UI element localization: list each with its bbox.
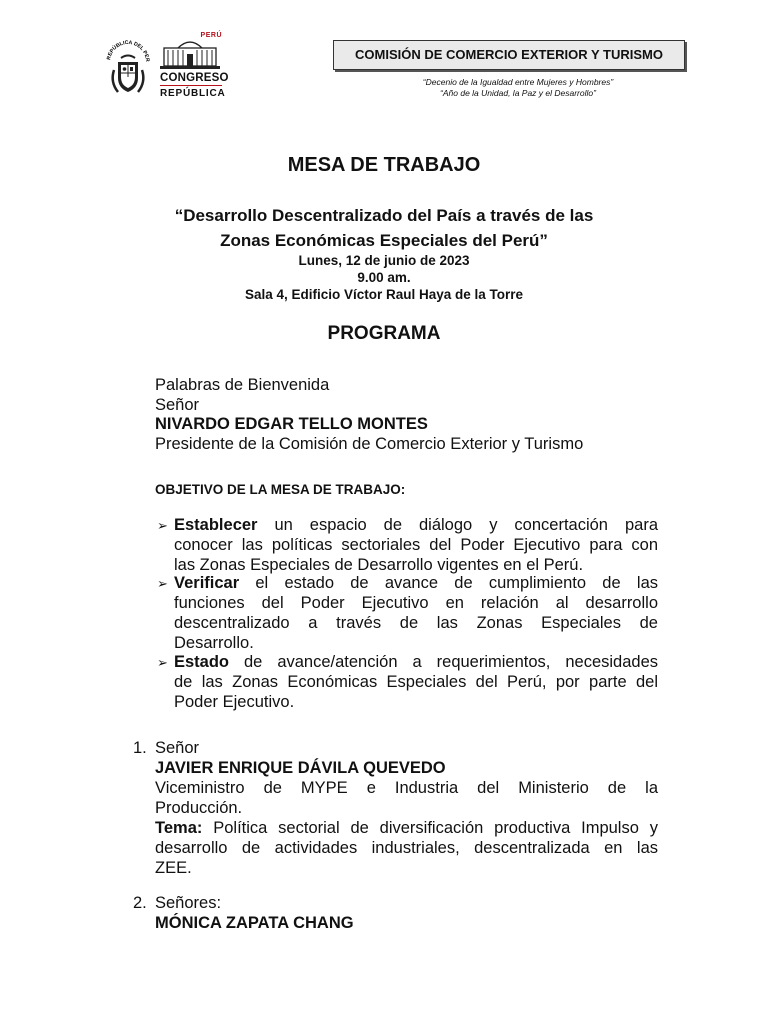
program-heading: PROGRAMA: [327, 323, 441, 344]
objective-heading: OBJETIVO DE LA MESA DE TRABAJO:: [155, 482, 406, 497]
speaker-salutation: Señor: [155, 739, 200, 757]
event-date: Lunes, 12 de junio de 2023: [298, 253, 470, 268]
commission-header-box: [333, 40, 685, 70]
coat-of-arms-seal: [104, 40, 152, 98]
welcome-salutation: Señor: [155, 396, 200, 414]
decenio-line: “Decenio de la Igualdad entre Mujeres y Hombres”: [422, 77, 614, 87]
event-subtitle-line-2: Zonas Económicas Especiales del Perú”: [220, 231, 548, 250]
speaker-number: 1.: [133, 739, 147, 757]
speaker-name: JAVIER ENRIQUE DÁVILA QUEVEDO: [155, 759, 446, 777]
event-time: 9.00 am.: [357, 270, 411, 285]
speaker-topic-end: ZEE.: [155, 859, 192, 877]
objective-item: ➢ Verificar el estado de avance de cumplimiento de las funciones del Poder Ejecutivo en relación al desarrollo descentralizado a través de las Zonas Especiales de Desarrollo.: [157, 574, 658, 652]
speaker-role-cont: Producción.: [155, 799, 243, 817]
congreso-logo: PERÚ CONGRESO REPÚBLICA: [160, 32, 229, 99]
event-venue: Sala 4, Edificio Víctor Raul Haya de la Torre: [244, 287, 524, 302]
welcome-speaker-role: Presidente de la Comisión de Comercio Exterior y Turismo: [155, 435, 584, 453]
arrow-bullet-icon: ➢: [157, 576, 168, 591]
event-subtitle-line-1: “Desarrollo Descentralizado del País a través de las: [174, 206, 594, 225]
objective-item: ➢ Establecer un espacio de diálogo y concertación para conocer las políticas sectoriales del Poder Ejecutivo para con las Zonas Especiales de Desarrollo vigentes en el Perú.: [157, 516, 658, 574]
welcome-speaker-name: NIVARDO EDGAR TELLO MONTES: [155, 415, 428, 433]
year-name-line: “Año de la Unidad, la Paz y el Desarrollo”: [440, 88, 596, 98]
commission-name: COMISIÓN DE COMERCIO EXTERIOR Y TURISMO: [355, 47, 663, 62]
speaker-number: 2.: [133, 894, 147, 912]
document-title: MESA DE TRABAJO: [287, 154, 481, 176]
speaker-name: MÓNICA ZAPATA CHANG: [155, 914, 354, 932]
speaker-role: Viceministro de MYPE e Industria del Ministerio de la: [155, 779, 658, 797]
welcome-heading: Palabras de Bienvenida: [155, 376, 330, 394]
speaker-topic-cont: desarrollo de actividades industriales, descentralizada en las: [155, 839, 658, 857]
objective-item: ➢ Estado de avance/atención a requerimientos, necesidades de las Zonas Económicas Especiales del Perú, por parte del Poder Ejecutivo.: [157, 653, 658, 711]
arrow-bullet-icon: ➢: [157, 655, 168, 670]
svg-text:REPÚBLICA DEL PERÚ: REPÚBLICA DEL PER: [106, 40, 151, 63]
arrow-bullet-icon: ➢: [157, 518, 168, 533]
speaker-entry: [133, 893, 354, 933]
speaker-salutation: Señores:: [155, 894, 222, 912]
speaker-entry: [133, 738, 658, 878]
speaker-topic: Tema: Política sectorial de diversificación productiva Impulso y: [155, 819, 658, 837]
